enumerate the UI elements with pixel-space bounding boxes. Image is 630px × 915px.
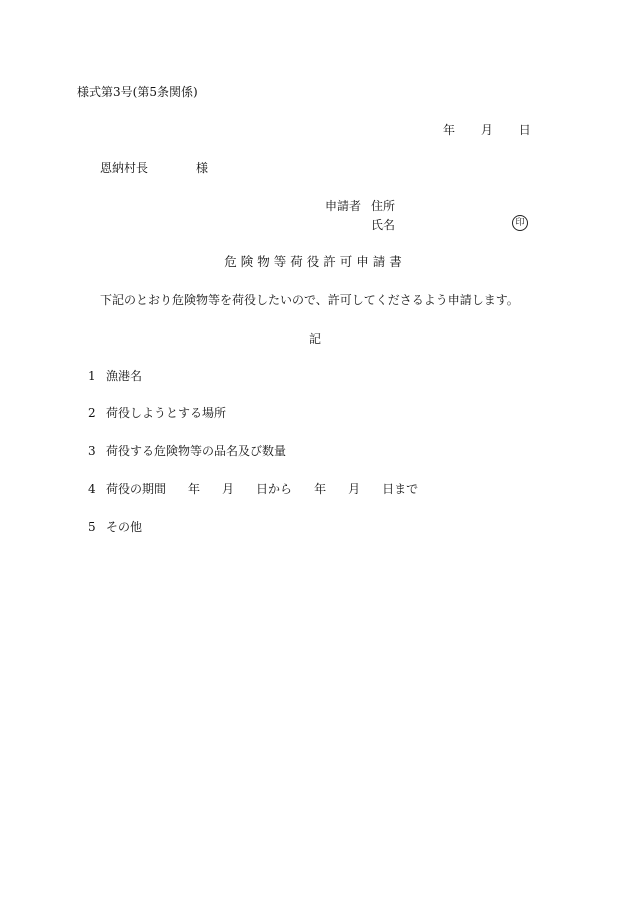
- date-line: [443, 122, 531, 138]
- period-start-day: 日から: [256, 482, 293, 496]
- item-label: 漁港名: [106, 369, 143, 383]
- date-day: 日: [518, 123, 531, 137]
- period-end-month: 月: [348, 482, 361, 496]
- name-label: 氏名: [371, 218, 396, 232]
- date-year: 年: [443, 123, 456, 137]
- item-period: [88, 481, 418, 497]
- date-month: 月: [480, 123, 493, 137]
- addressee-name: 恩納村長: [100, 161, 149, 175]
- item-loading-place: [88, 405, 226, 421]
- period-start-month: 月: [222, 482, 235, 496]
- item-harbor-name: [88, 368, 142, 384]
- body-text: 下記のとおり危険物等を荷役したいので、許可してくださるよう申請します。: [100, 293, 519, 307]
- item-label: 荷役する危険物等の品名及び数量: [106, 444, 287, 458]
- item-number: 5: [88, 520, 96, 534]
- item-number: 2: [88, 406, 96, 420]
- item-label: その他: [106, 520, 143, 534]
- addressee: [100, 160, 208, 176]
- period-end-day: 日まで: [382, 482, 419, 496]
- item-number: 1: [88, 369, 96, 383]
- seal-mark: 印: [512, 215, 528, 231]
- applicant-label: 申請者: [325, 199, 362, 213]
- item-label: 荷役の期間: [106, 482, 167, 496]
- item-number: 4: [88, 482, 96, 496]
- item-number: 3: [88, 444, 96, 458]
- period-end-year: 年: [314, 482, 327, 496]
- ki-heading: 記: [308, 332, 321, 346]
- item-goods: [88, 443, 286, 459]
- period-start-year: 年: [188, 482, 201, 496]
- address-label: 住所: [371, 199, 396, 213]
- item-label: 荷役しようとする場所: [106, 406, 227, 420]
- document-title: 危険物等荷役許可申請書: [224, 254, 406, 269]
- item-other: [88, 519, 142, 535]
- addressee-honorific: 様: [196, 161, 209, 175]
- form-number: 様式第3号(第5条関係): [77, 85, 198, 99]
